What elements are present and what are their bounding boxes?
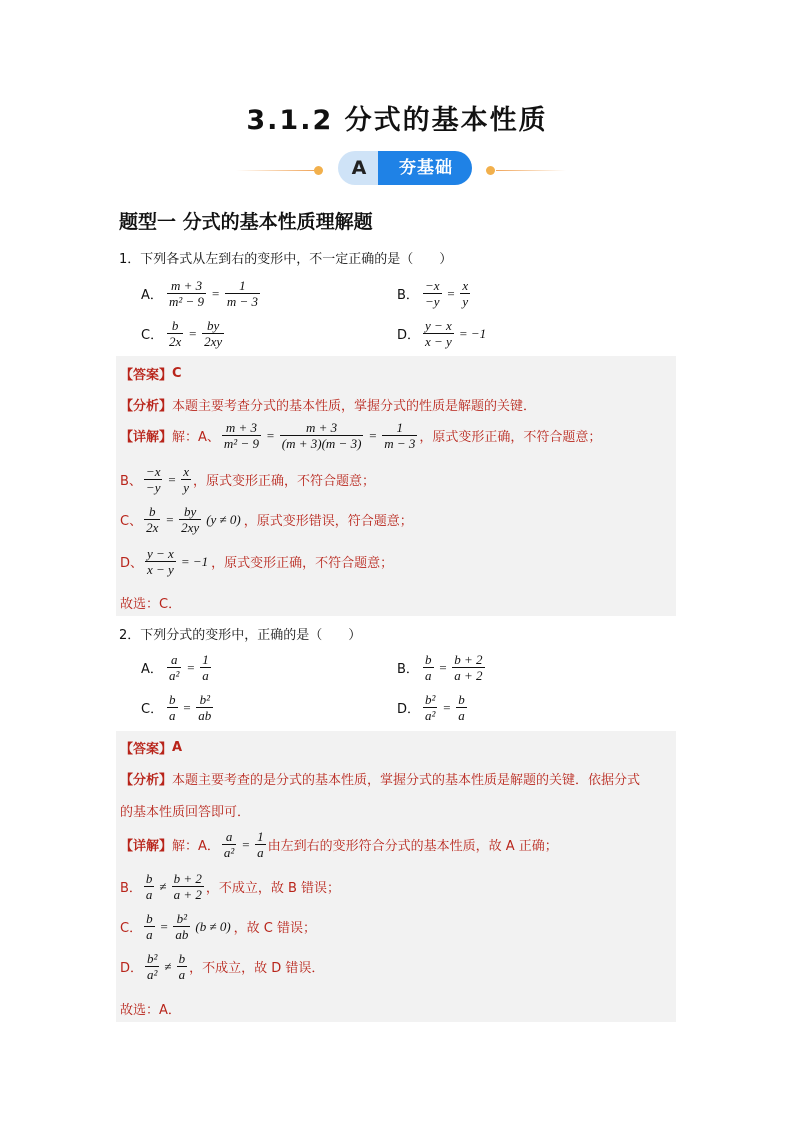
fraction bbox=[177, 951, 188, 982]
fraction bbox=[167, 318, 183, 349]
numerator: 1 bbox=[396, 420, 404, 435]
denominator: ab bbox=[198, 708, 212, 723]
numerator: a bbox=[170, 652, 178, 667]
q2-detail-a-row bbox=[120, 829, 558, 860]
numerator: b bbox=[145, 871, 153, 886]
q2-option-a bbox=[141, 652, 213, 683]
denominator: −y bbox=[425, 294, 440, 309]
q1-option-d-label: D． bbox=[397, 328, 421, 343]
detail-tag: 【详解】 bbox=[120, 839, 173, 854]
denominator: a bbox=[458, 708, 465, 723]
detail-label: C、 bbox=[120, 514, 143, 529]
q2-detail-c-row bbox=[120, 911, 316, 942]
numerator: −x bbox=[145, 464, 161, 479]
denominator: a² bbox=[169, 668, 180, 683]
denominator: ab bbox=[175, 927, 189, 942]
numerator: b bbox=[169, 692, 176, 707]
equals-sign: = bbox=[165, 511, 175, 527]
fraction bbox=[181, 464, 191, 495]
equals-sign: = bbox=[211, 285, 220, 301]
analysis-text: 本题主要考查的是分式的基本性质，掌握分式的基本性质是解题的关键．依据分式 bbox=[172, 773, 641, 788]
detail-tag: 【详解】 bbox=[120, 430, 173, 445]
numerator: b² bbox=[176, 911, 188, 926]
q2-option-b-label: B． bbox=[397, 662, 419, 677]
denominator: m − 3 bbox=[384, 436, 416, 451]
detail-label: B、 bbox=[120, 474, 142, 489]
fraction bbox=[202, 318, 224, 349]
fraction bbox=[456, 692, 467, 723]
not-equal-sign: ≠ bbox=[164, 958, 172, 974]
not-equal-sign: ≠ bbox=[159, 878, 167, 894]
numerator: m + 3 bbox=[225, 420, 258, 435]
q2-option-c-label: C． bbox=[141, 702, 164, 717]
q1-option-c-label: C． bbox=[141, 328, 164, 343]
numerator: b bbox=[458, 692, 465, 707]
fraction bbox=[144, 464, 163, 495]
q1-final-row bbox=[120, 593, 181, 612]
analysis-text: 本题主要考查分式的基本性质，掌握分式的性质是解题的关键． bbox=[172, 399, 537, 414]
denominator: 2x bbox=[146, 520, 159, 535]
fraction bbox=[167, 692, 178, 723]
numerator: b + 2 bbox=[454, 652, 483, 667]
level-banner bbox=[0, 150, 794, 186]
fraction bbox=[423, 318, 454, 349]
q2-final-row bbox=[120, 999, 181, 1018]
denominator: (m + 3)(m − 3) bbox=[281, 436, 362, 451]
fraction bbox=[280, 420, 364, 451]
fraction bbox=[144, 504, 160, 535]
numerator: b² bbox=[425, 692, 436, 707]
numerator: by bbox=[206, 318, 220, 333]
denominator: x − y bbox=[147, 562, 174, 577]
denominator: 2xy bbox=[181, 520, 200, 535]
condition: (b ≠ 0) bbox=[195, 918, 231, 934]
answer-tag: 【答案】 bbox=[120, 368, 173, 383]
fraction bbox=[167, 278, 206, 309]
detail-text: ，原式变形正确，不符合题意； bbox=[193, 474, 376, 489]
fraction bbox=[225, 278, 260, 309]
detail-intro: 解：A、 bbox=[172, 430, 220, 445]
fraction bbox=[145, 546, 176, 577]
numerator: x bbox=[183, 464, 190, 479]
denominator: a² bbox=[223, 845, 235, 860]
equals-minus-one: = −1 bbox=[180, 553, 209, 569]
detail-text: 由左到右的变形符合分式的基本性质，故 A 正确； bbox=[267, 839, 558, 854]
fraction bbox=[145, 951, 159, 982]
level-letter: A bbox=[351, 157, 367, 179]
fraction bbox=[173, 911, 190, 942]
q1-analysis-row bbox=[120, 395, 536, 414]
numerator: b bbox=[148, 504, 156, 519]
fraction bbox=[200, 652, 211, 683]
denominator: 2x bbox=[169, 334, 182, 349]
banner-dot-left bbox=[314, 166, 323, 175]
denominator: 2xy bbox=[204, 334, 223, 349]
answer-value: C bbox=[172, 366, 182, 381]
denominator: y bbox=[462, 294, 469, 309]
numerator: 1 bbox=[202, 652, 209, 667]
fraction bbox=[179, 504, 201, 535]
fraction bbox=[144, 871, 155, 902]
equals-sign: = bbox=[241, 836, 251, 852]
denominator: −y bbox=[145, 480, 161, 495]
detail-text: ，故 C 错误； bbox=[233, 921, 316, 936]
q1-detail-a-row bbox=[120, 420, 601, 451]
detail-text: ，不成立，故 B 错误； bbox=[205, 881, 341, 896]
equals-sign: = bbox=[438, 659, 448, 675]
numerator: y − x bbox=[147, 546, 174, 561]
analysis-text-cont: 的基本性质回答即可． bbox=[120, 805, 251, 820]
q2-answer-box bbox=[116, 731, 676, 1022]
q2-option-d-label: D． bbox=[397, 702, 421, 717]
numerator: 1 bbox=[239, 278, 246, 293]
denominator: m² − 9 bbox=[169, 294, 205, 309]
numerator: −x bbox=[425, 278, 440, 293]
numerator: b + 2 bbox=[173, 871, 202, 886]
numerator: 1 bbox=[257, 829, 264, 844]
condition: (y ≠ 0) bbox=[206, 511, 241, 527]
numerator: m + 3 bbox=[170, 278, 203, 293]
denominator: m − 3 bbox=[226, 294, 259, 309]
numerator: y − x bbox=[425, 318, 452, 333]
fraction bbox=[172, 871, 204, 902]
detail-text: ，不成立，故 D 错误． bbox=[189, 961, 325, 976]
denominator: a bbox=[169, 708, 176, 723]
q1-option-c bbox=[141, 318, 226, 349]
detail-label: B． bbox=[120, 881, 142, 896]
question-2-stem: 2．下列分式的变形中，正确的是（ ） bbox=[119, 628, 362, 643]
q2-detail-d-row bbox=[120, 951, 324, 982]
section-heading: 题型一 分式的基本性质理解题 bbox=[119, 211, 373, 233]
equals-sign: = bbox=[186, 659, 196, 675]
numerator: b bbox=[178, 951, 186, 966]
banner-line-left bbox=[236, 170, 314, 171]
fraction bbox=[167, 652, 181, 683]
numerator: b bbox=[146, 911, 153, 926]
page-title: 3.1.2 分式的基本性质 bbox=[246, 105, 548, 136]
denominator: y bbox=[183, 480, 190, 495]
q1-answer-row bbox=[120, 364, 182, 383]
denominator: a² bbox=[425, 708, 436, 723]
q2-answer-row bbox=[120, 738, 182, 757]
banner-line-right bbox=[496, 170, 566, 171]
denominator: a bbox=[202, 668, 209, 683]
detail-label: C． bbox=[120, 921, 143, 936]
q1-answer-box bbox=[116, 356, 676, 616]
denominator: a bbox=[425, 668, 432, 683]
fraction bbox=[452, 652, 484, 683]
denominator: a bbox=[178, 967, 186, 982]
equals-sign: = bbox=[442, 699, 452, 715]
analysis-tag: 【分析】 bbox=[120, 773, 173, 788]
final-label: 故选： bbox=[120, 1003, 160, 1018]
detail-text: ，原式变形错误，符合题意； bbox=[243, 514, 413, 529]
q1-option-a bbox=[141, 278, 262, 309]
equals-sign: = bbox=[182, 699, 192, 715]
detail-intro: 解：A． bbox=[172, 839, 220, 854]
fraction bbox=[423, 652, 434, 683]
q1-option-a-label: A． bbox=[141, 288, 163, 303]
level-label: 夯基础 bbox=[399, 158, 453, 178]
equals-sign: = bbox=[159, 918, 169, 934]
detail-text: ，原式变形正确，不符合题意； bbox=[211, 556, 394, 571]
numerator: a bbox=[225, 829, 233, 844]
denominator: x − y bbox=[425, 334, 452, 349]
q2-option-b bbox=[397, 652, 487, 683]
denominator: a bbox=[146, 927, 153, 942]
fraction bbox=[144, 911, 155, 942]
detail-label: D． bbox=[120, 961, 144, 976]
equals-sign: = bbox=[368, 427, 378, 443]
final-answer: C． bbox=[159, 597, 182, 612]
q1-detail-b-row bbox=[120, 464, 375, 495]
denominator: a bbox=[257, 845, 264, 860]
fraction bbox=[423, 692, 437, 723]
numerator: b² bbox=[147, 951, 158, 966]
fraction bbox=[222, 829, 236, 860]
q2-option-c bbox=[141, 692, 215, 723]
equals-sign: = bbox=[188, 325, 198, 341]
final-label: 故选： bbox=[120, 597, 160, 612]
fraction bbox=[460, 278, 470, 309]
q2-detail-b-row bbox=[120, 871, 340, 902]
fraction bbox=[382, 420, 417, 451]
fraction bbox=[222, 420, 261, 451]
final-answer: A． bbox=[159, 1003, 181, 1018]
banner-dot-right bbox=[486, 166, 495, 175]
fraction bbox=[255, 829, 266, 860]
q1-detail-d-row bbox=[120, 546, 393, 577]
fraction bbox=[196, 692, 213, 723]
equals-minus-one: = −1 bbox=[458, 325, 487, 341]
q2-analysis-row-2 bbox=[120, 801, 250, 820]
answer-value: A bbox=[172, 740, 183, 755]
equals-sign: = bbox=[265, 427, 275, 443]
numerator: b² bbox=[199, 692, 210, 707]
denominator: a + 2 bbox=[173, 887, 202, 902]
fraction bbox=[423, 278, 442, 309]
denominator: a² bbox=[147, 967, 158, 982]
q2-option-a-label: A． bbox=[141, 662, 163, 677]
numerator: m + 3 bbox=[306, 420, 338, 435]
numerator: x bbox=[462, 278, 469, 293]
numerator: b bbox=[171, 318, 179, 333]
q1-option-b-label: B． bbox=[397, 288, 419, 303]
equals-sign: = bbox=[167, 471, 177, 487]
equals-sign: = bbox=[446, 285, 456, 301]
q2-option-d bbox=[397, 692, 469, 723]
denominator: a bbox=[145, 887, 153, 902]
q1-detail-c-row bbox=[120, 504, 413, 535]
numerator: b bbox=[425, 652, 432, 667]
denominator: a + 2 bbox=[454, 668, 483, 683]
detail-text: ，原式变形正确，不符合题意； bbox=[419, 430, 602, 445]
level-pill bbox=[338, 151, 472, 185]
question-1-stem: 1．下列各式从左到右的变形中，不一定正确的是（ ） bbox=[119, 252, 453, 267]
answer-tag: 【答案】 bbox=[120, 742, 173, 757]
detail-label: D、 bbox=[120, 556, 144, 571]
q1-option-d bbox=[397, 318, 489, 349]
q2-analysis-row-1 bbox=[120, 769, 640, 788]
denominator: m² − 9 bbox=[223, 436, 259, 451]
q1-option-b bbox=[397, 278, 472, 309]
numerator: by bbox=[184, 504, 197, 519]
analysis-tag: 【分析】 bbox=[120, 399, 173, 414]
